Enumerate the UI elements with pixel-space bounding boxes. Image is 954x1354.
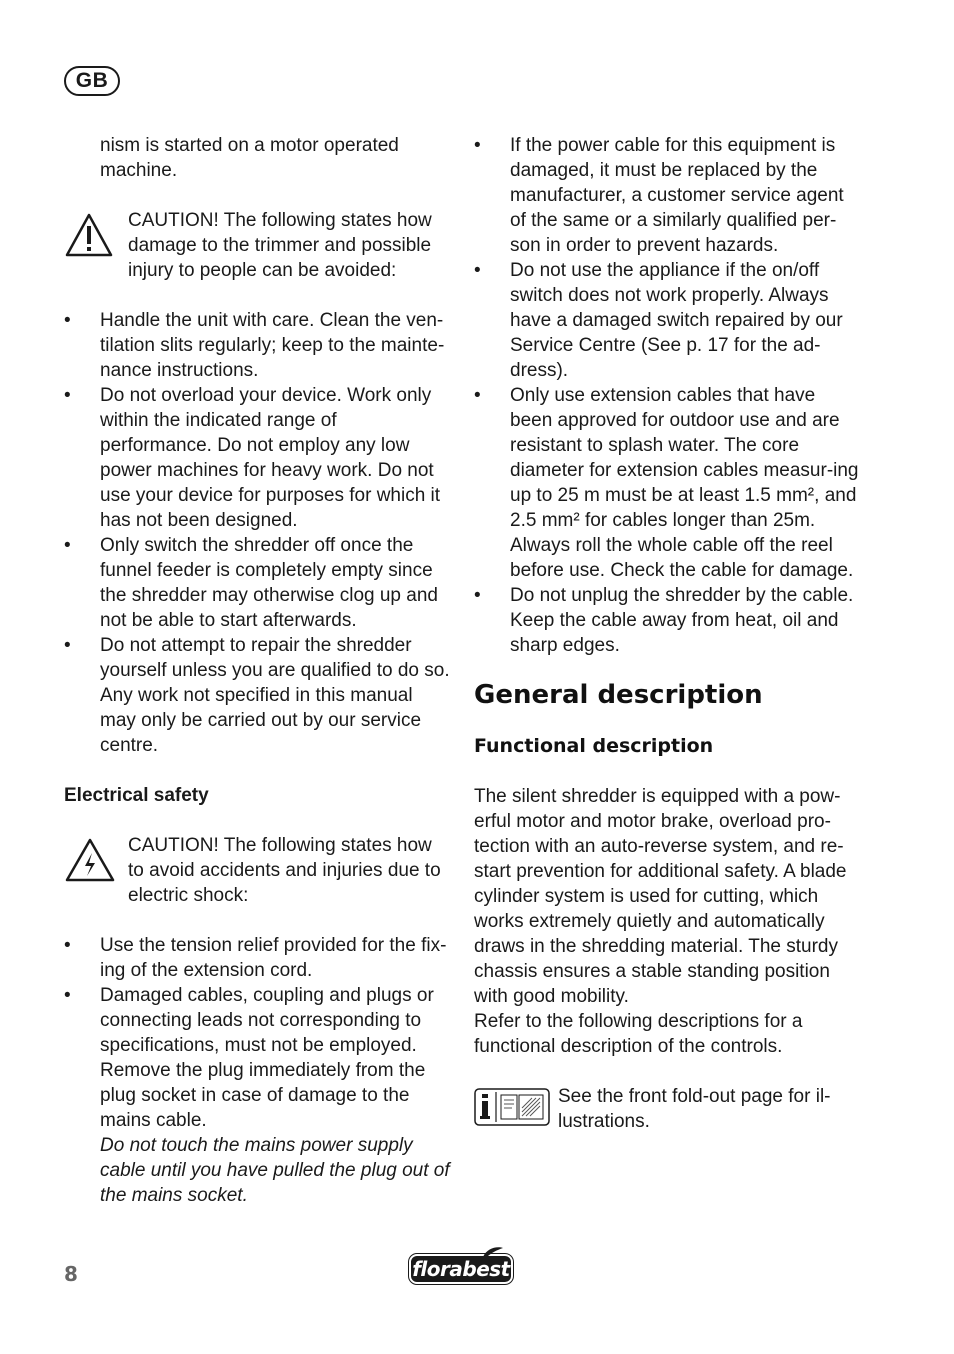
list-item: • Only switch the shredder off once the funnel feeder is completely empty since the shredder may otherwise clog up and not be able to start afterwards. — [64, 533, 450, 633]
list-item — [64, 983, 450, 1208]
page-number: 8 — [64, 1262, 78, 1286]
leaf-icon — [481, 1246, 505, 1258]
list-item: • Use the tension relief provided for the fix-ing of the extension cord. — [64, 933, 450, 983]
list-item: • Only use extension cables that have been approved for outdoor use and are resistant to splash water. The core diameter for extension cables measur-ing up to 25 m must be at least 1.5 mm², and 2.5 mm² for cables longer than 25m. Always roll the whole cable off the reel before use. Check the cable for damage. — [474, 383, 860, 583]
electrical-safety-heading: Electrical safety — [64, 785, 209, 806]
list-item: • Do not attempt to repair the shredder yourself unless you are qualified to do so. Any work not specified in this manual may only be carried out by our service centre. — [64, 633, 450, 758]
left-column — [64, 133, 450, 1208]
electrical-bullet-list — [64, 933, 450, 1208]
functional-description-heading: Functional description — [474, 735, 714, 757]
list-item: • Do not use the appliance if the on/off switch does not work properly. Always have a damaged switch repaired by our Service Centre (See p. 17 for the ad-dress). — [474, 258, 860, 383]
list-item: • If the power cable for this equipment is damaged, it must be replaced by the manufacturer, a customer service agent of the same or a similarly qualified per-son in order to prevent hazards. — [474, 133, 860, 258]
caution-trimmer-text: CAUTION! The following states how damage to the trimmer and possible injury to people can be avoided: — [128, 210, 432, 281]
info-note — [474, 1084, 860, 1134]
language-badge: GB — [64, 66, 120, 96]
warning-triangle-exclamation-icon — [64, 208, 128, 258]
list-item: • Handle the unit with care. Clean the ven-tilation slits regularly; keep to the mainte-nance instructions. — [64, 308, 450, 383]
right-column — [474, 133, 860, 1134]
info-fold-out-page-icon — [474, 1084, 558, 1131]
functional-description-refer: Refer to the following descriptions for a functional description of the controls. — [474, 1011, 803, 1057]
brand-logo — [409, 1246, 515, 1286]
functional-description-text: The silent shredder is equipped with a pow-erful motor and motor brake, overload pro-tection with an auto-reverse system, and re-start prevention for additional safety. A blade cylinder system is used for cutting, which works extremely quietly and automatically draws in the shredding material. The sturdy chassis ensures a stable standing position with good mobility. — [474, 786, 847, 1007]
warning-triangle-lightning-icon — [64, 833, 128, 883]
general-description-heading: General description — [474, 680, 763, 710]
list-item: • Do not unplug the shredder by the cable. Keep the cable away from heat, oil and sharp edges. — [474, 583, 860, 658]
logo-text: florabest — [412, 1257, 510, 1281]
power-bullet-list — [474, 133, 860, 658]
intro-continuation: nism is started on a motor operated machine. — [100, 135, 399, 181]
safety-bullet-list — [64, 308, 450, 758]
electrical-italic-note: Do not touch the mains power supply cable until you have pulled the plug out of the mains socket. — [100, 1135, 450, 1206]
info-note-text: See the front fold-out page for il-lustrations. — [558, 1086, 831, 1132]
caution-trimmer — [64, 208, 450, 283]
caution-electric — [64, 833, 450, 908]
list-item: • Do not overload your device. Work only within the indicated range of performance. Do not employ any low power machines for heavy work. Do not use your device for purposes for which it has not been designed. — [64, 383, 450, 533]
list-item-text: Damaged cables, coupling and plugs or connecting leads not corresponding to specifications, must not be employed. Remove the plug immediately from the plug socket in case of damage to the mains cable. — [100, 985, 434, 1131]
caution-electric-text: CAUTION! The following states how to avoid accidents and injuries due to electric shock: — [128, 835, 441, 906]
